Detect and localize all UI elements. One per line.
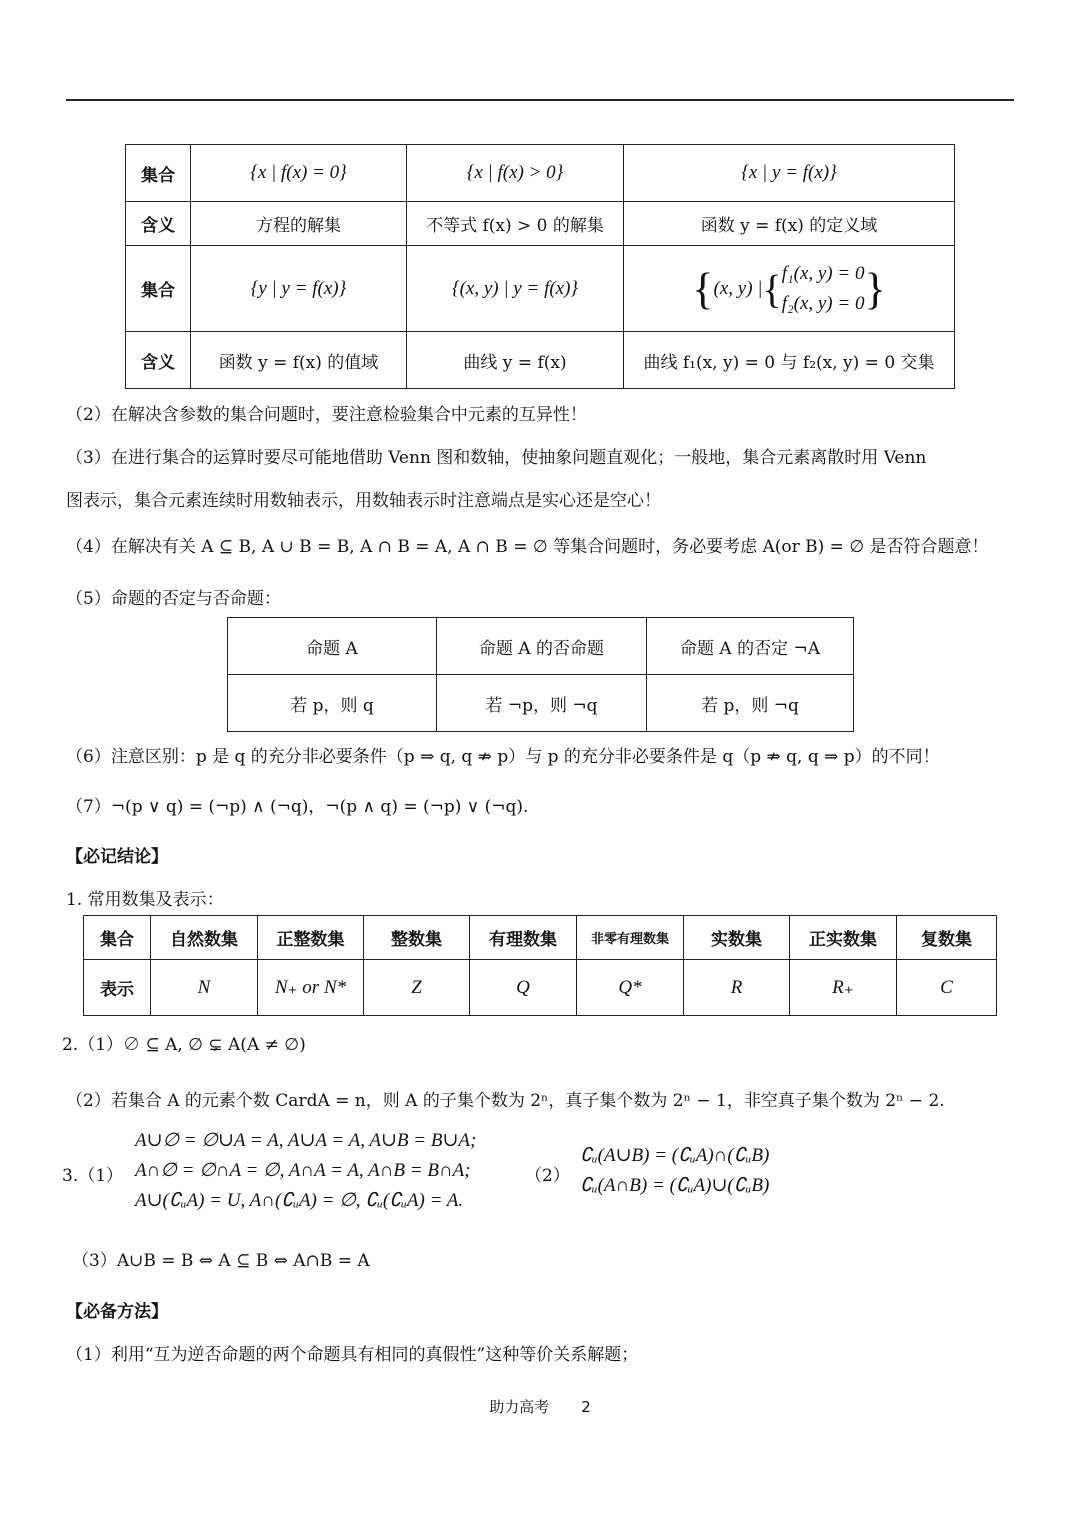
item-2-line2: （2）若集合 A 的元素个数 CardA = n，则 A 的子集个数为 2ⁿ，真子集个数为 2ⁿ − 1，非空真子集个数为 2ⁿ − 2. xyxy=(66,1091,945,1111)
page-number: 2 xyxy=(581,1398,591,1416)
page-footer xyxy=(0,1396,1080,1417)
table-cell: R xyxy=(684,960,790,1016)
table-cell: Q xyxy=(470,960,577,1016)
formula-intersection: A∩∅ = ∅∩A = ∅, A∩A = A, A∩B = B∩A; xyxy=(135,1160,471,1181)
table-cell: 函数 y = f(x) 的值域 xyxy=(191,332,407,389)
formula-union: A∪∅ = ∅∪A = A, A∪A = A, A∪B = B∪A; xyxy=(135,1130,477,1151)
table-cell: N xyxy=(151,960,258,1016)
table-cell: 命题 A xyxy=(228,618,437,675)
table-cell: 实数集 xyxy=(684,916,790,960)
note-5: （5）命题的否定与否命题： xyxy=(66,589,281,609)
table-cell: 表示 xyxy=(84,960,151,1016)
table-cell: 正整数集 xyxy=(258,916,364,960)
note-3a: （3）在进行集合的运算时要尽可能地借助 Venn 图和数轴，使抽象问题直观化；一般地，集合元素离散时用 Venn xyxy=(66,448,927,468)
table-cell: 若 p，则 ¬q xyxy=(647,675,854,732)
section-heading-methods: 【必备方法】 xyxy=(66,1302,168,1322)
system-eq2: f₂(x, y) = 0 xyxy=(781,292,865,314)
table-cell: Z xyxy=(364,960,470,1016)
table-cell: 集合 xyxy=(126,246,191,332)
table-cell: 整数集 xyxy=(364,916,470,960)
table-cell: {y | y = f(x)} xyxy=(191,246,407,332)
item-3-label-2: （2） xyxy=(525,1166,570,1186)
system-eq1: f₁(x, y) = 0 xyxy=(781,262,865,284)
system-prefix: (x, y) | xyxy=(713,277,763,299)
table-cell: {(x, y) | y = f(x)} xyxy=(407,246,624,332)
number-set-table xyxy=(83,915,997,1016)
table-cell: {x | f(x) > 0} xyxy=(407,145,624,202)
note-7: （7）¬(p ∨ q) = (¬p) ∧ (¬q)，¬(p ∧ q) = (¬p) ∨ (¬q). xyxy=(66,797,529,817)
table-cell: 命题 A 的否定 ¬A xyxy=(647,618,854,675)
table-cell: C xyxy=(897,960,997,1016)
item-3-line3: （3）A∪B = B ⇔ A ⊆ B ⇔ A∩B = A xyxy=(72,1251,370,1271)
table-cell: N₊ or N* xyxy=(258,960,364,1016)
table-cell: R₊ xyxy=(790,960,897,1016)
table-cell: 正实数集 xyxy=(790,916,897,960)
table-cell: 含义 xyxy=(126,332,191,389)
table-cell: 命题 A 的否命题 xyxy=(437,618,647,675)
table-cell: {x | f(x) = 0} xyxy=(191,145,407,202)
table-cell: 曲线 y = f(x) xyxy=(407,332,624,389)
table-cell: 若 ¬p，则 ¬q xyxy=(437,675,647,732)
item-1-title: 1. 常用数集及表示： xyxy=(66,890,224,910)
table-cell: 复数集 xyxy=(897,916,997,960)
header-rule xyxy=(66,99,1014,101)
table-cell: 曲线 f₁(x, y) = 0 与 f₂(x, y) = 0 交集 xyxy=(624,332,955,389)
table-cell: {x | y = f(x)} xyxy=(624,145,955,202)
formula-complement: A∪(∁ᵤA) = U, A∩(∁ᵤA) = ∅, ∁ᵤ(∁ᵤA) = A. xyxy=(135,1190,464,1211)
note-2: （2）在解决含参数的集合问题时，要注意检验集合中元素的互异性！ xyxy=(66,405,587,425)
table-cell: 非零有理数集 xyxy=(577,916,684,960)
note-3b: 图表示，集合元素连续时用数轴表示，用数轴表示时注意端点是实心还是空心！ xyxy=(66,491,661,511)
table-cell: Q* xyxy=(577,960,684,1016)
section-heading-conclusions: 【必记结论】 xyxy=(66,847,168,867)
table-cell: 含义 xyxy=(126,202,191,246)
item-2-line1: 2.（1）∅ ⊆ A, ∅ ⊊ A(A ≠ ∅) xyxy=(62,1035,306,1055)
table-cell-system: {(x, y) |{f₁(x, y) = 0 f₂(x, y) = 0} xyxy=(624,246,955,332)
table-cell: 集合 xyxy=(126,145,191,202)
table-cell: 不等式 f(x) > 0 的解集 xyxy=(407,202,624,246)
table-cell: 方程的解集 xyxy=(191,202,407,246)
proposition-table xyxy=(227,617,854,732)
table-cell: 函数 y = f(x) 的定义域 xyxy=(624,202,955,246)
table-cell: 集合 xyxy=(84,916,151,960)
table-cell: 若 p，则 q xyxy=(228,675,437,732)
table-cell: 有理数集 xyxy=(470,916,577,960)
method-1: （1）利用“互为逆否命题的两个命题具有相同的真假性”这种等价关系解题； xyxy=(66,1345,639,1365)
footer-text: 助力高考 xyxy=(489,1398,550,1416)
note-4: （4）在解决有关 A ⊆ B, A ∪ B = B, A ∩ B = A, A ∩ B = ∅ 等集合问题时，务必要考虑 A(or B) = ∅ 是否符合题意！ xyxy=(66,537,989,557)
set-meaning-table xyxy=(125,144,955,389)
table-cell: 自然数集 xyxy=(151,916,258,960)
formula-demorgan-2: ∁ᵤ(A∩B) = (∁ᵤA)∪(∁ᵤB) xyxy=(580,1175,770,1196)
formula-demorgan-1: ∁ᵤ(A∪B) = (∁ᵤA)∩(∁ᵤB) xyxy=(580,1145,770,1166)
note-6: （6）注意区别：p 是 q 的充分非必要条件（p ⇒ q, q ⇏ p）与 p 的充分非必要条件是 q（p ⇏ q, q ⇒ p）的不同！ xyxy=(66,747,940,767)
item-3-label: 3.（1） xyxy=(62,1166,124,1186)
